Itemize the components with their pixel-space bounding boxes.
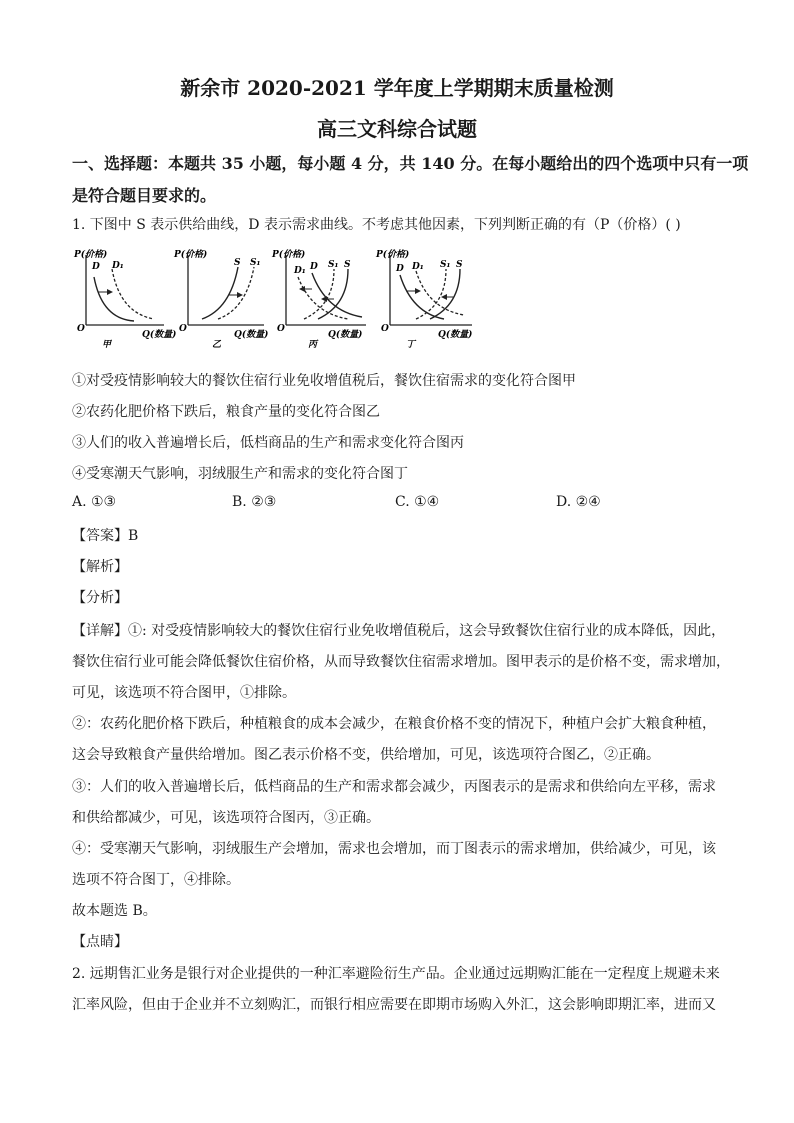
- graph-ding-name: 丁: [406, 340, 416, 350]
- section-heading-line2: 是符合题目要求的。: [72, 186, 217, 205]
- graph-bing: [271, 249, 366, 350]
- detail-line-4: ②：农药化肥价格下跌后，种植粮食的成本会减少，在粮食价格不变的情况下，种植户会扩大粮食种植，: [72, 716, 716, 732]
- option-b: B. ②③: [232, 494, 277, 510]
- graph-ding-y-label: P(价格): [376, 250, 410, 260]
- graph-jia: [73, 249, 176, 350]
- graph-ding-origin: O: [381, 324, 389, 334]
- graph-yi-x-label: Q(数量): [234, 330, 269, 340]
- graph-bing-d1-label: D₁: [294, 266, 306, 276]
- graph-ding-x-label: Q(数量): [438, 330, 473, 340]
- question-2-line-2: 汇率风险，但由于企业并不立刻购汇，而银行相应需要在即期市场购入外汇，这会影响即期汇率，进而又: [72, 997, 716, 1013]
- fenxi-heading: 【分析】: [72, 590, 128, 606]
- graph-ding: [375, 249, 472, 350]
- option-d: D. ②④: [556, 494, 601, 510]
- exam-title: 新余市 2020-2021 学年度上学期期末质量检测: [180, 76, 614, 100]
- graph-bing-curve-d: [312, 273, 362, 317]
- question-1-item-2: ②农药化肥价格下跌后，粮食产量的变化符合图乙: [72, 404, 380, 420]
- graph-yi-s1-label: S₁: [250, 258, 261, 268]
- question-1-item-1: ①对受疫情影响较大的餐饮住宿行业免收增值税后，餐饮住宿需求的变化符合图甲: [72, 373, 576, 389]
- graph-ding-curve-d1: [416, 271, 464, 315]
- graph-jia-d1-label: D₁: [112, 261, 124, 271]
- answer-label: 【答案】B: [72, 528, 139, 544]
- option-a: A. ①③: [72, 494, 117, 510]
- graph-ding-s1-label: S₁: [440, 260, 451, 270]
- graph-bing-d-label: D: [310, 262, 318, 272]
- detail-line-8: ④：受寒潮天气影响，羽绒服生产会增加，需求也会增加，而丁图表示的需求增加，供给减少，可见，该: [72, 841, 716, 857]
- graph-bing-y-label: P(价格): [272, 250, 306, 260]
- graph-jia-curve-d: [94, 277, 134, 321]
- question-1-item-3: ③人们的收入普遍增长后，低档商品的生产和需求变化符合图丙: [72, 435, 464, 451]
- graph-bing-s1-label: S₁: [328, 260, 339, 270]
- graph-ding-curve-d: [400, 275, 444, 319]
- graph-bing-name: 丙: [308, 340, 318, 350]
- graph-jia-name: 甲: [102, 340, 112, 350]
- detail-line-6: ③：人们的收入普遍增长后，低档商品的生产和需求都会减少，丙图表示的是需求和供给向左平移，需求: [72, 779, 716, 795]
- detail-line-9: 选项不符合图丁，④排除。: [72, 872, 240, 888]
- detail-line-3: 可见，该选项不符合图甲，①排除。: [72, 685, 296, 701]
- option-c: C. ①④: [395, 494, 440, 510]
- supply-demand-figure: [72, 247, 492, 351]
- graph-yi-name: 乙: [212, 340, 222, 350]
- graph-jia-y-label: P(价格): [74, 250, 108, 260]
- graph-bing-s-label: S: [344, 260, 351, 270]
- graph-bing-x-label: Q(数量): [328, 330, 363, 340]
- graph-ding-d-label: D: [396, 264, 404, 274]
- question-2-line-1: 2. 远期售汇业务是银行对企业提供的一种汇率避险衍生产品。企业通过远期购汇能在一定程度上规避未来: [72, 966, 720, 982]
- detail-line-10: 故本题选 B。: [72, 903, 157, 919]
- graph-yi-origin: O: [179, 324, 187, 334]
- question-1-item-4: ④受寒潮天气影响，羽绒服生产和需求的变化符合图丁: [72, 466, 408, 482]
- section-heading-line1: 一、选择题：本题共 35 小题，每小题 4 分，共 140 分。在每小题给出的四个选项中只有一项: [72, 154, 749, 173]
- graph-ding-s-label: S: [456, 260, 463, 270]
- graph-jia-curve-d1: [112, 269, 154, 319]
- detail-line-7: 和供给都减少，可见，该选项符合图丙，③正确。: [72, 810, 380, 826]
- dianjing-heading: 【点睛】: [72, 934, 128, 950]
- graph-jia-d-label: D: [92, 262, 100, 272]
- detail-line-1: 【详解】①: 对受疫情影响较大的餐饮住宿行业免收增值税后，这会导致餐饮住宿行业的成本降低，因此，: [72, 623, 726, 639]
- graph-yi-y-label: P(价格): [174, 250, 208, 260]
- graph-ding-d1-label: D₁: [412, 262, 424, 272]
- analysis-heading: 【解析】: [72, 559, 128, 575]
- exam-subtitle: 高三文科综合试题: [317, 117, 477, 141]
- graph-jia-x-label: Q(数量): [142, 330, 177, 340]
- detail-line-5: 这会导致粮食产量供给增加。图乙表示价格不变，供给增加，可见，该选项符合图乙，②正确。: [72, 747, 660, 763]
- graph-bing-origin: O: [277, 324, 285, 334]
- graph-ding-curve-s: [430, 269, 460, 319]
- graph-bing-curve-d1: [298, 277, 348, 319]
- detail-line-2: 餐饮住宿行业可能会降低餐饮住宿价格，从而导致餐饮住宿需求增加。图甲表示的是价格不变，需求增加，: [72, 654, 730, 670]
- supply-demand-graphs: [72, 247, 492, 351]
- graph-yi-s-label: S: [234, 258, 241, 268]
- graph-yi: [173, 249, 268, 350]
- graph-jia-origin: O: [77, 324, 85, 334]
- question-1-stem: 1. 下图中 S 表示供给曲线，D 表示需求曲线。不考虑其他因素，下列判断正确的有（P（价格）( ): [72, 217, 681, 233]
